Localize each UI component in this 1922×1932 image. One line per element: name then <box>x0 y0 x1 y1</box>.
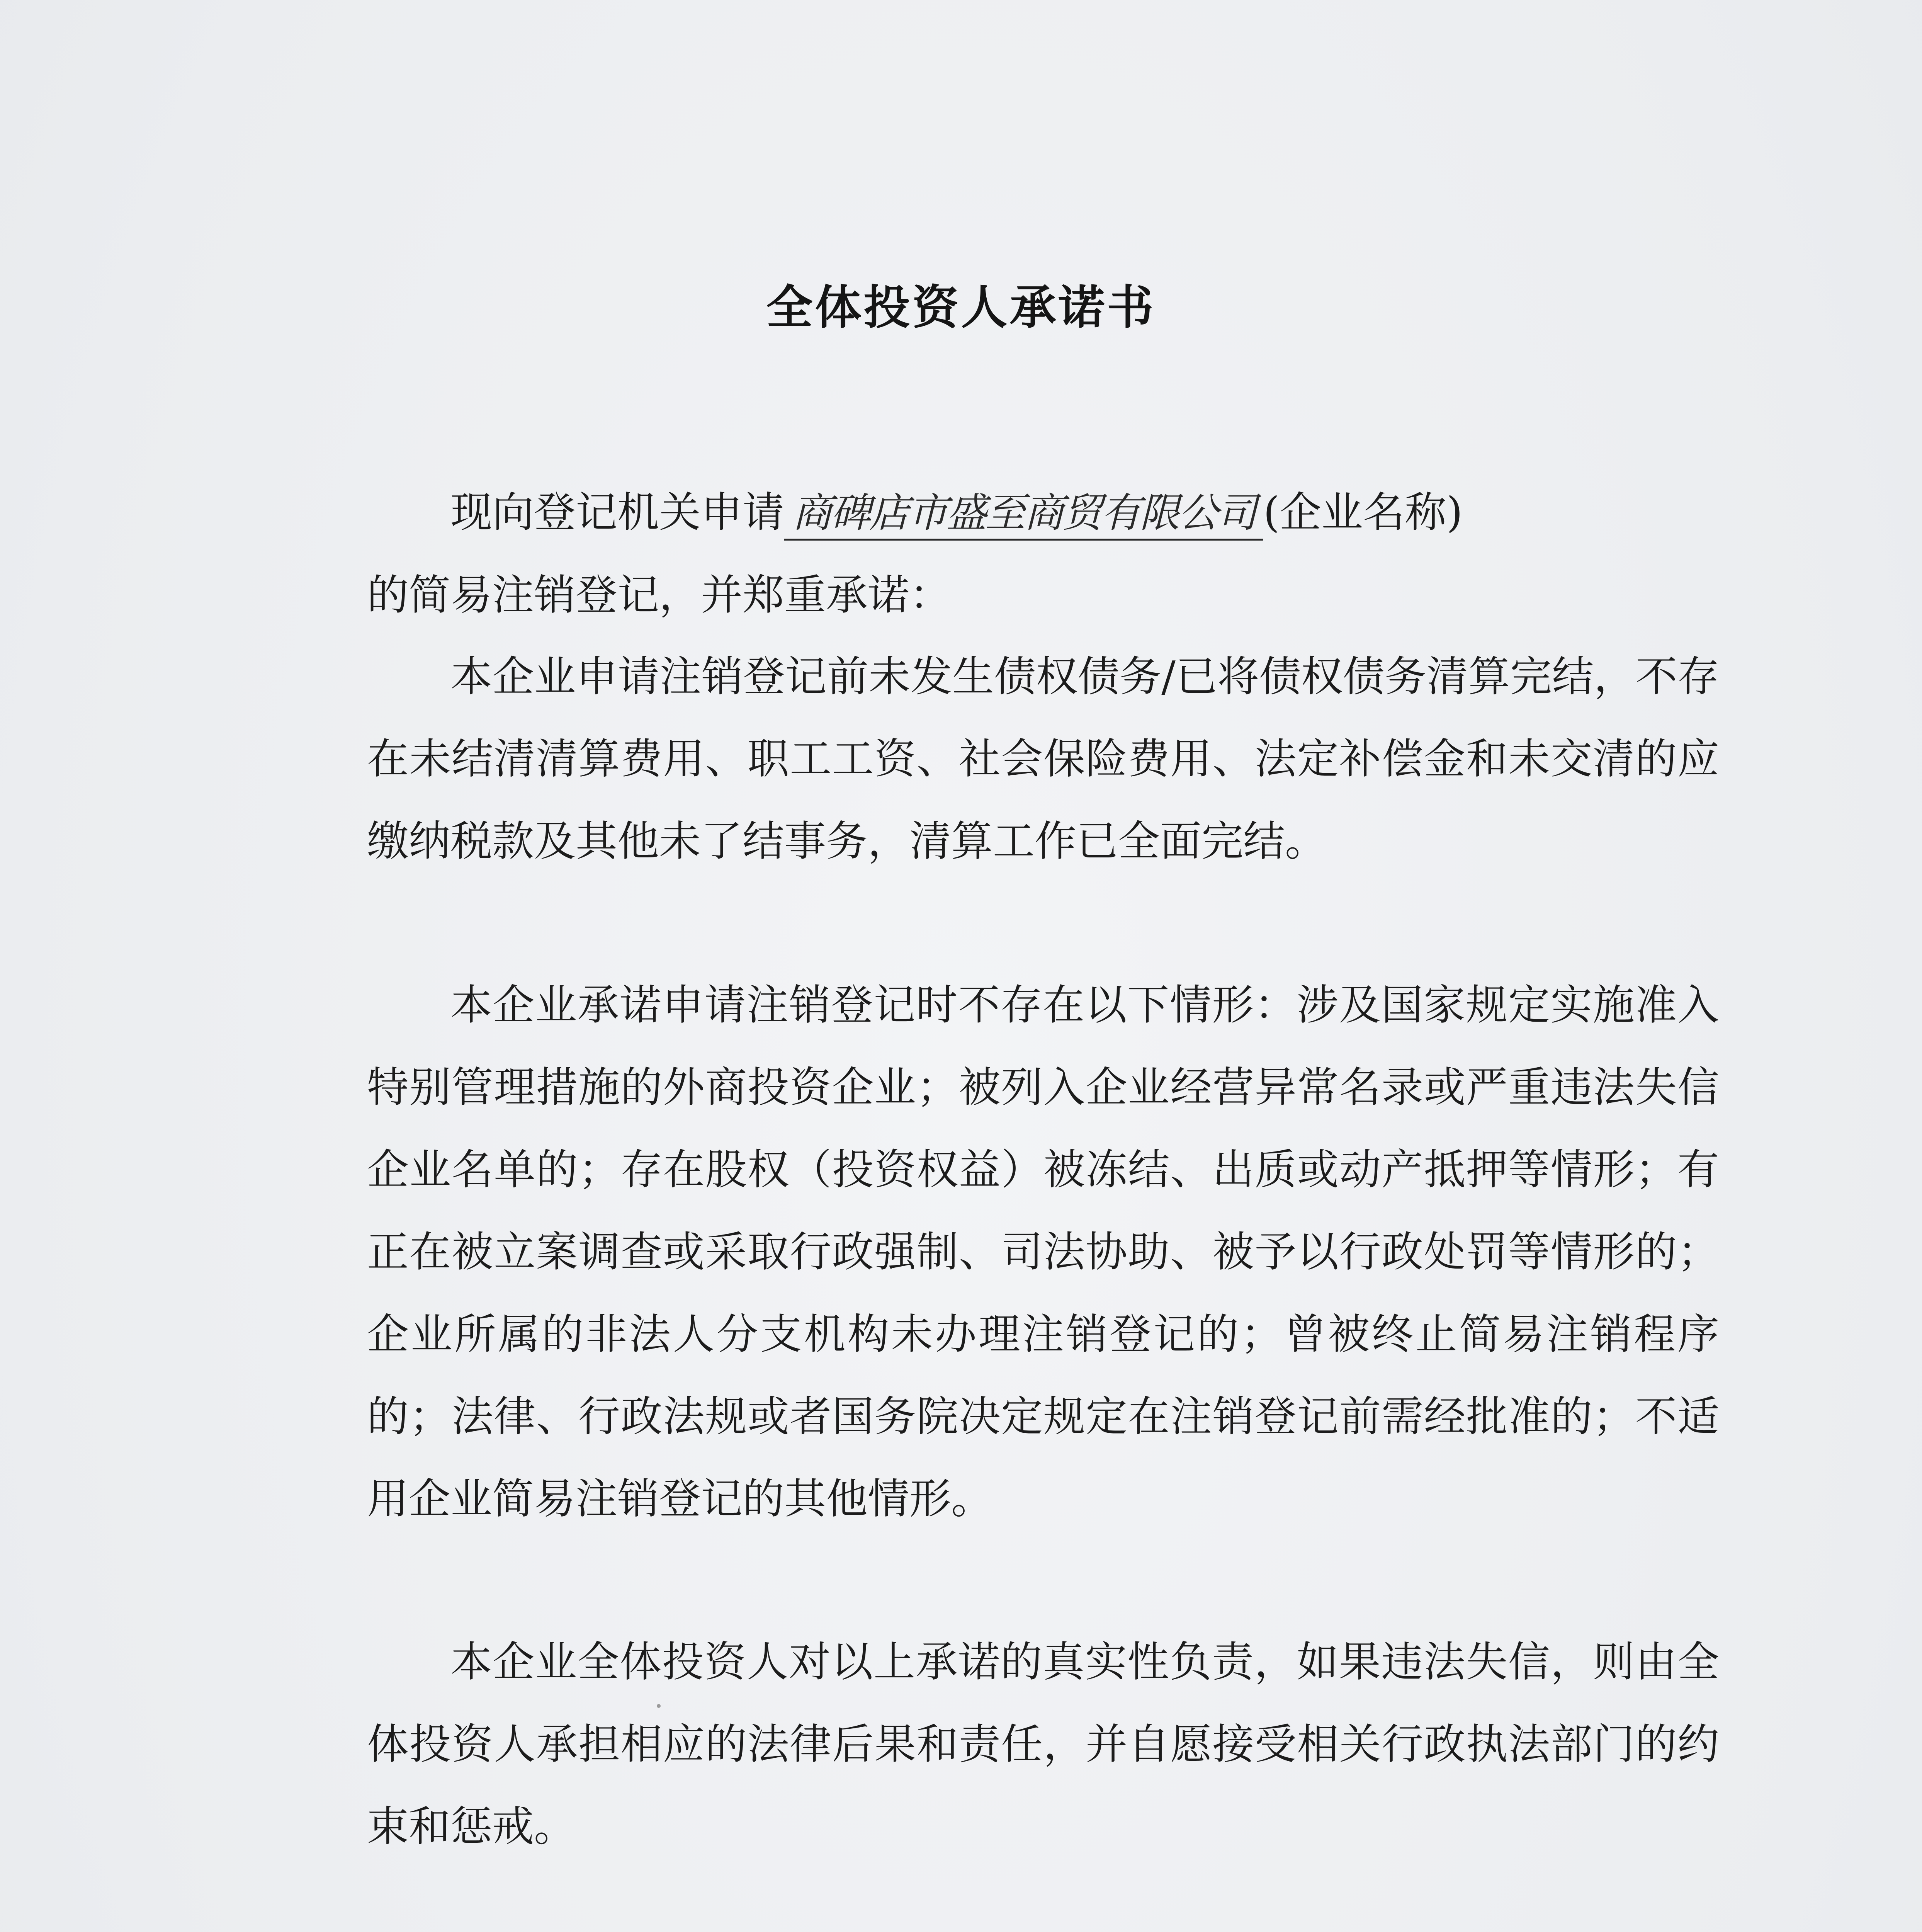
company-name-handwritten: 商碑店市盛至商贸有限公司 <box>784 489 1263 541</box>
paragraph-exclusions: 本企业承诺申请注销登记时不存在以下情形：涉及国家规定实施准入特别管理措施的外商投资企业；被列入企业经营异常名录或严重违法失信企业名单的；存在股权（投资权益）被冻结、出质或动产抵押等情形；有正在被立案调查或采取行政强制、司法协助、被予以行政处罚等情形的；企业所属的非法人分支机构未办理注销登记的；曾被终止简易注销程序的；法律、行政法规或者国务院决定规定在注销登记前需经批准的；不适用企业简易注销登记的其他情形。 <box>367 981 1719 1523</box>
intro-line2: 的简易注销登记，并郑重承诺： <box>367 571 952 619</box>
intro-prefix: 现向登记机关申请 <box>450 488 785 537</box>
paragraph-responsibility: 本企业全体投资人对以上承诺的真实性负责，如果违法失信，则由全体投资人承担相应的法律后果和责任，并自愿接受相关行政执法部门的约束和惩戒。 <box>367 1638 1719 1851</box>
paragraph-debts: 本企业申请注销登记前未发生债权债务/已将债权债务清算完结，不存在未结清清算费用、职工工资、社会保险费用、法定补偿金和未交清的应缴纳税款及其他未了结事务，清算工作已全面完结。 <box>367 653 1719 866</box>
document-title: 全体投资人承诺书 <box>766 280 1156 335</box>
paper-speck <box>657 1704 661 1708</box>
intro-suffix: (企业名称) <box>1263 488 1463 537</box>
paragraph-intro <box>367 471 1719 636</box>
